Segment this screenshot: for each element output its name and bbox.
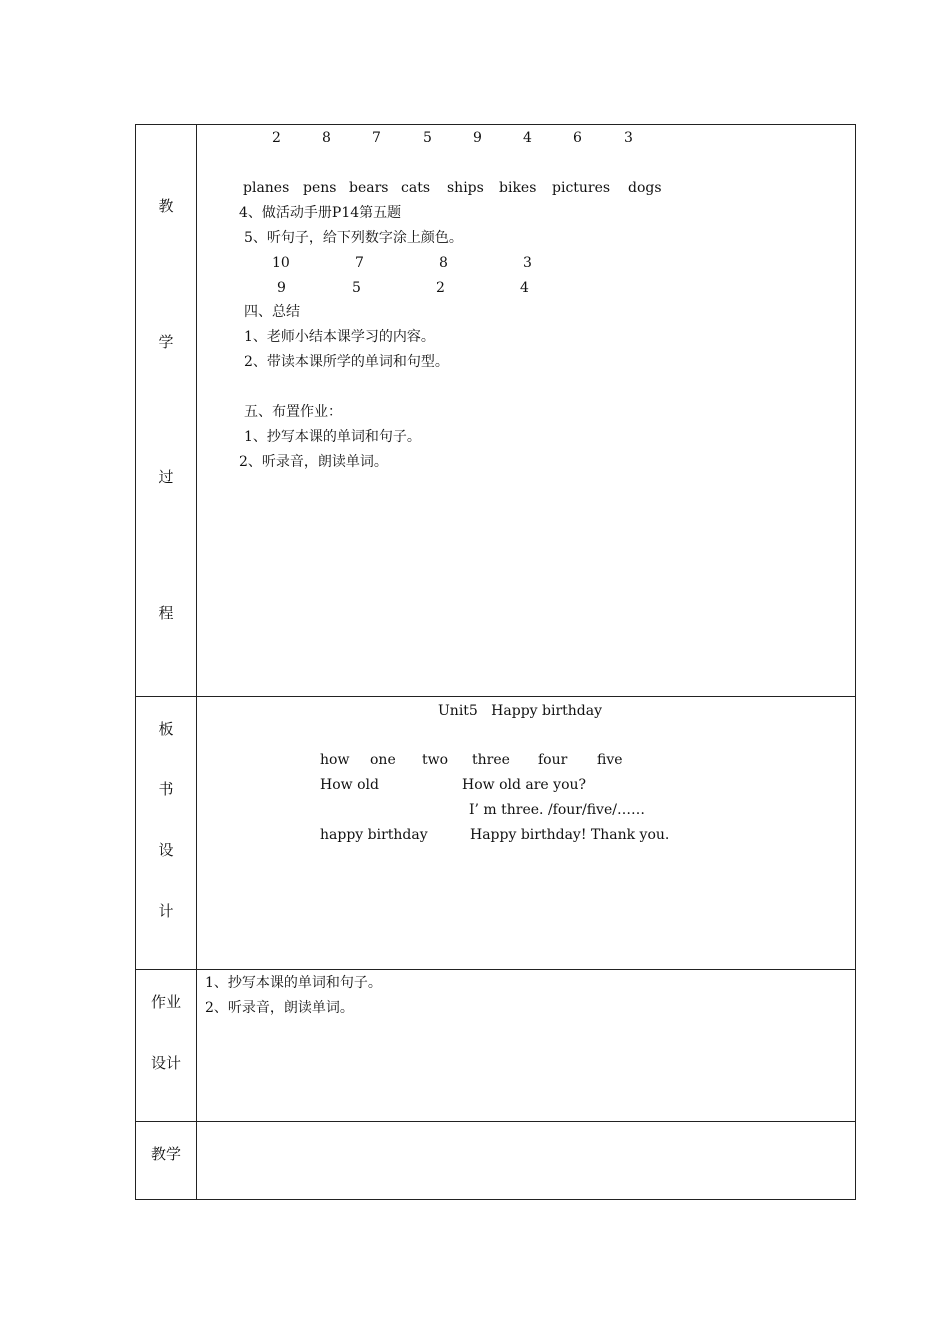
board-happy-birthday: happy birthday [320, 827, 428, 843]
color-number: 10 [272, 255, 290, 271]
lesson-plan-table [135, 124, 856, 1200]
number-cell: 3 [624, 130, 633, 146]
number-cell: 9 [473, 130, 482, 146]
color-number: 3 [523, 255, 532, 271]
board-word: three [472, 752, 510, 768]
board-how-old: How old [320, 777, 379, 793]
step4-text: 4、做活动手册P14第五题 [239, 205, 402, 221]
color-number: 4 [520, 280, 529, 296]
homework-item2: 2、听录音，朗读单词。 [205, 1000, 354, 1016]
row-divider-board [135, 696, 856, 697]
color-number: 8 [439, 255, 448, 271]
section5-item2: 2、听录音，朗读单词。 [239, 454, 388, 470]
label-board-2: 书 [158, 780, 174, 798]
number-cell: 4 [523, 130, 532, 146]
section4-item1: 1、老师小结本课学习的内容。 [244, 329, 435, 345]
label-homework-2: 设计 [150, 1054, 181, 1072]
number-cell: 8 [322, 130, 331, 146]
label-reflection: 教学 [150, 1145, 181, 1163]
number-cell: 7 [372, 130, 381, 146]
number-cell: 6 [573, 130, 582, 146]
board-question: How old are you? [462, 777, 587, 793]
section4-title: 四、总结 [244, 304, 300, 320]
number-cell: 2 [272, 130, 281, 146]
label-board-4: 计 [158, 902, 174, 920]
board-word: four [538, 752, 568, 768]
color-number: 5 [352, 280, 361, 296]
word-cell: cats [401, 180, 430, 196]
board-title: Unit5 Happy birthday [438, 703, 603, 719]
board-word: five [597, 752, 623, 768]
row-divider-reflection [135, 1121, 856, 1122]
column-divider [196, 124, 197, 1200]
row-divider-homework [135, 969, 856, 970]
word-cell: dogs [628, 180, 662, 196]
label-process-1: 教 [158, 197, 174, 215]
label-board-3: 设 [158, 841, 174, 859]
section4-item2: 2、带读本课所学的单词和句型。 [244, 354, 449, 370]
section5-title: 五、布置作业： [244, 404, 342, 420]
board-word: two [422, 752, 449, 768]
label-homework-1: 作业 [150, 993, 181, 1011]
label-board-1: 板 [158, 720, 174, 738]
word-cell: bears [349, 180, 389, 196]
number-cell: 5 [423, 130, 432, 146]
homework-item1: 1、抄写本课的单词和句子。 [205, 975, 382, 991]
label-process-2: 学 [158, 333, 174, 351]
section5-item1: 1、抄写本课的单词和句子。 [244, 429, 421, 445]
step5-text: 5、听句子，给下列数字涂上颜色。 [244, 230, 463, 246]
color-number: 9 [277, 280, 286, 296]
word-cell: ships [447, 180, 484, 196]
label-process-3: 过 [158, 468, 174, 486]
board-word: one [370, 752, 396, 768]
board-reply: Happy birthday! Thank you. [470, 827, 670, 843]
board-answer: I’ m three. /four/five/…… [469, 802, 645, 818]
word-cell: planes [243, 180, 290, 196]
board-word: how [320, 752, 350, 768]
word-cell: pens [303, 180, 337, 196]
color-number: 7 [355, 255, 364, 271]
color-number: 2 [436, 280, 445, 296]
label-process-4: 程 [158, 604, 174, 622]
word-cell: pictures [552, 180, 611, 196]
word-cell: bikes [499, 180, 537, 196]
